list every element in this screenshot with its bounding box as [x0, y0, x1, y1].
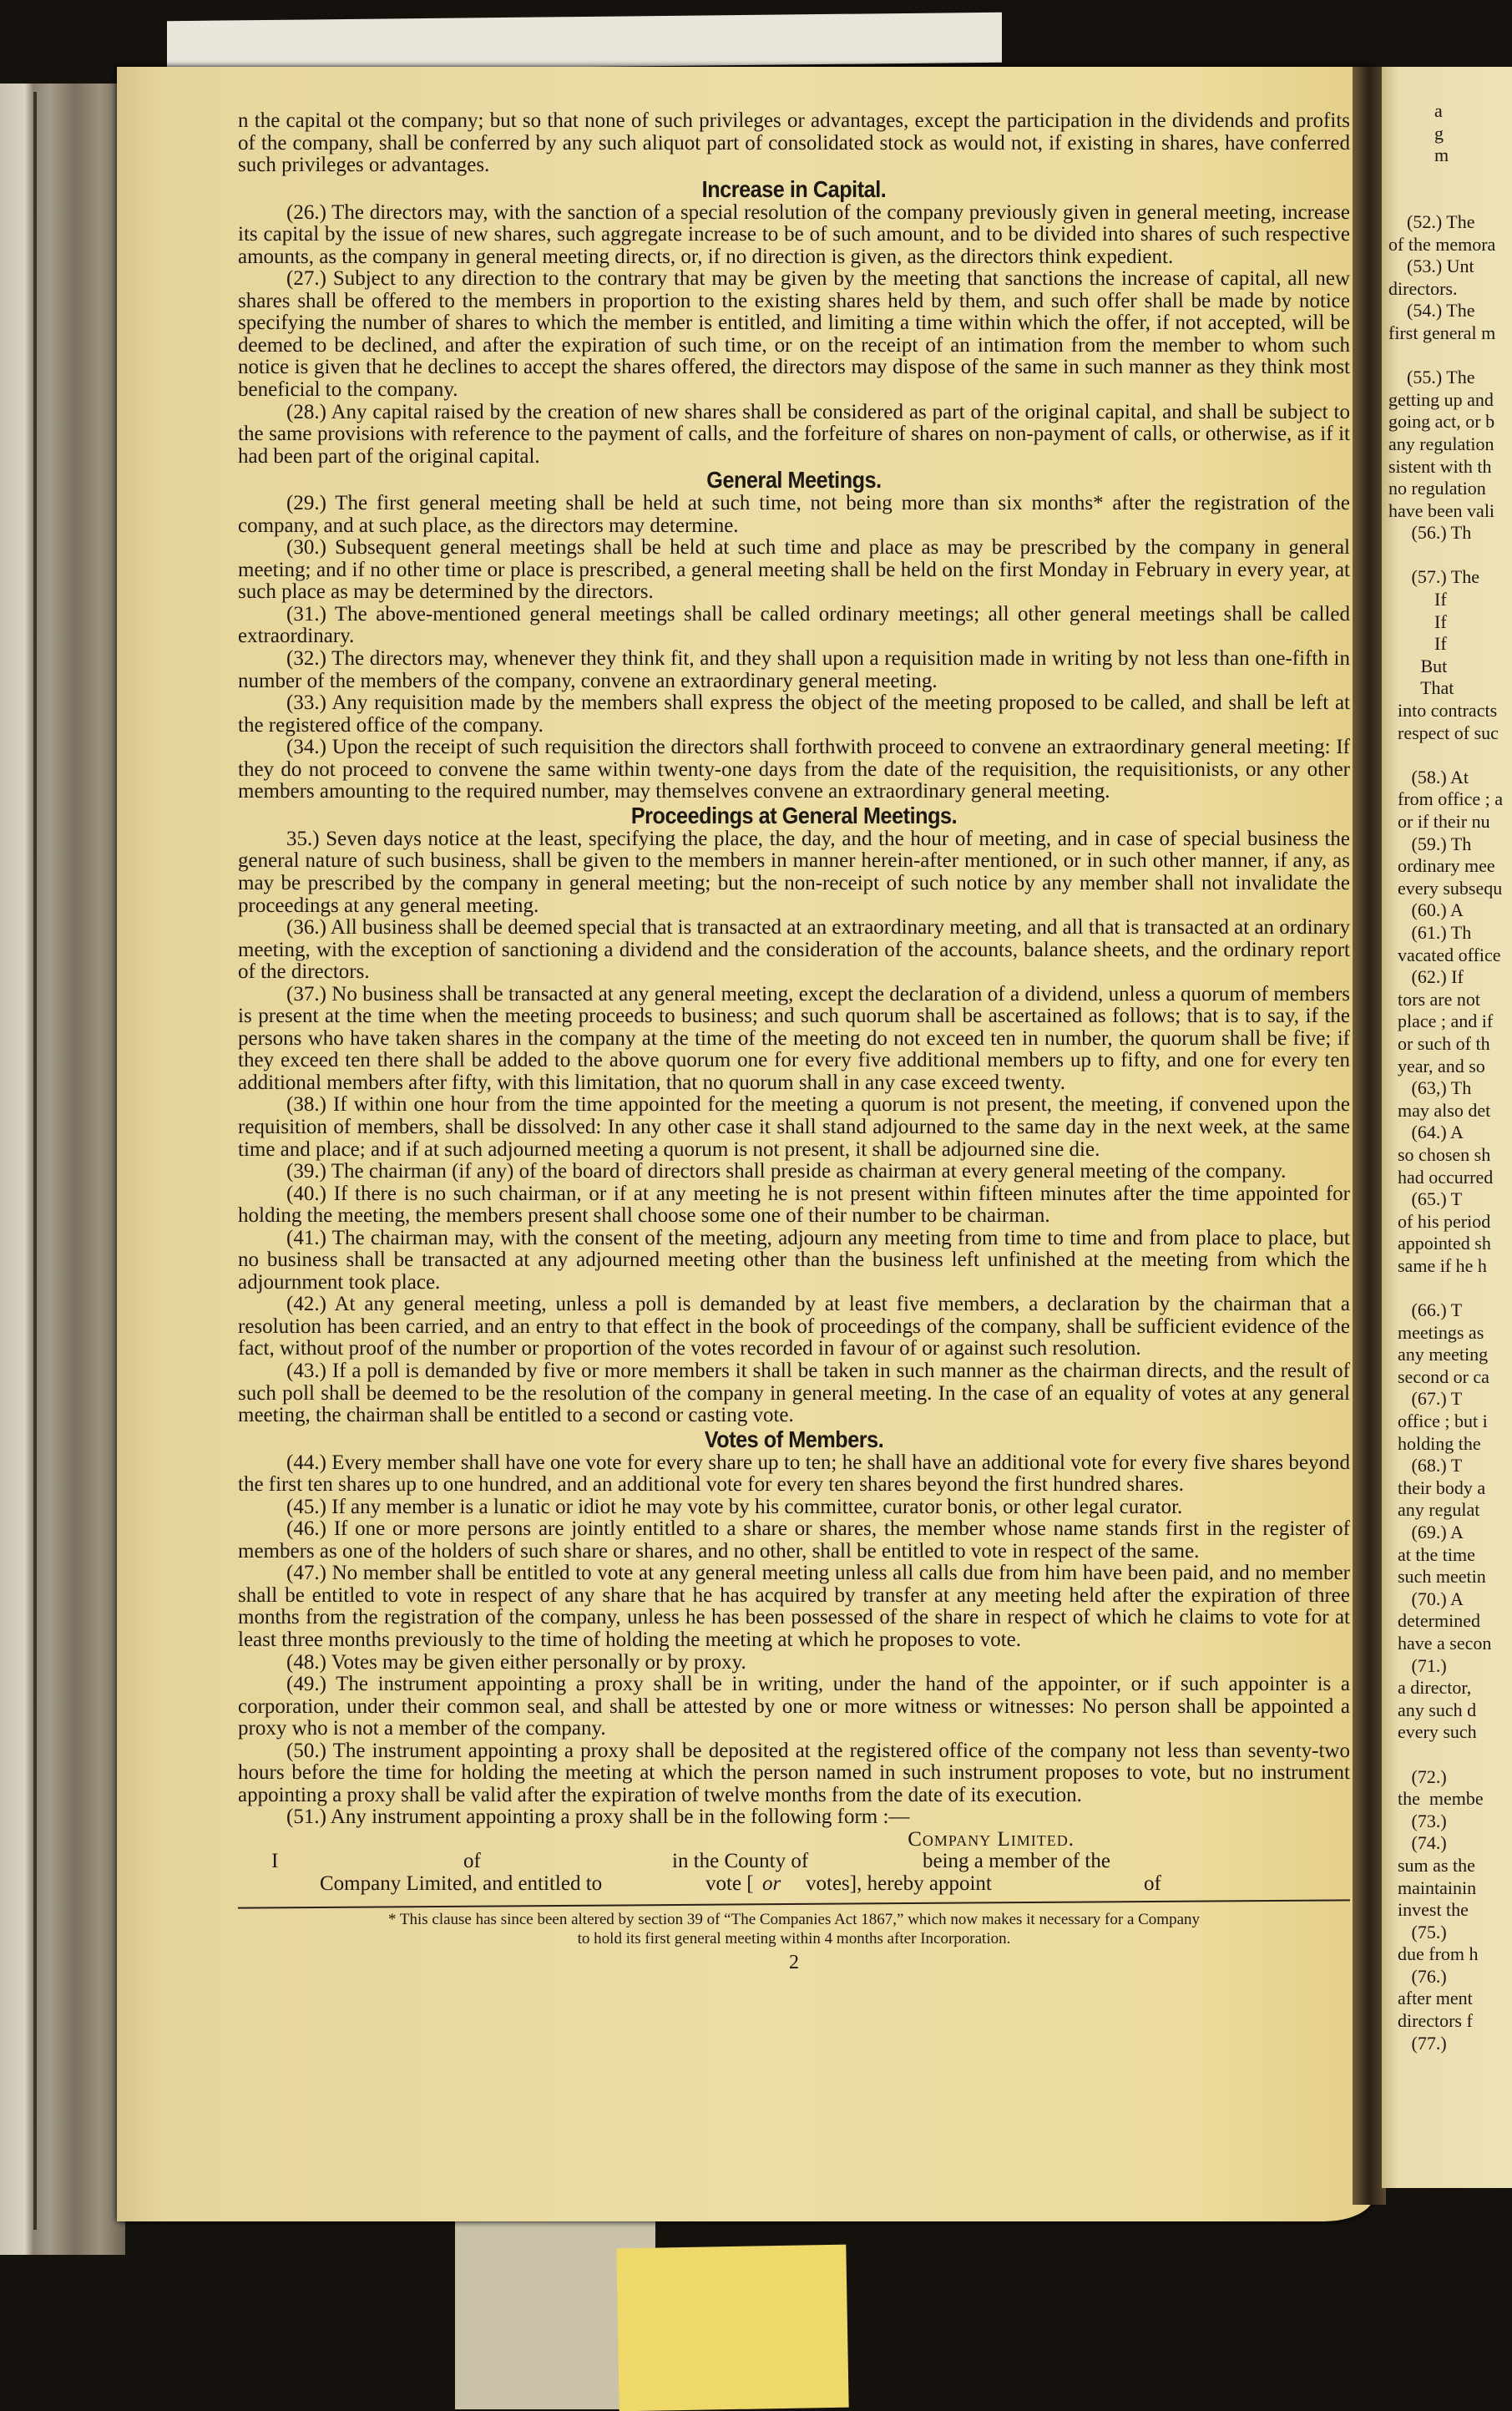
right-page-line: office ; but i	[1388, 1411, 1488, 1432]
article-paragraph: (36.) All business shall be deemed special that is transacted at an extraordinary meeting, and all that is transacted at an ordinary meeting, with the exception of sanctioning a dividend and the consideration of the accounts, balance sheets, and the ordinary report of the directors.	[238, 916, 1350, 984]
form-text: votes], hereby appoint	[806, 1872, 992, 1895]
article-paragraph: (29.) The first general meeting shall be held at such time, not being more than six months* after the registration of the company, and at such place, as the directors may determine.	[238, 492, 1350, 537]
article-paragraph: (33.) Any requisition made by the members shall express the object of the meeting proposed to be called, and shall be left at the registered office of the company.	[238, 691, 1350, 737]
right-page-line: year, and so	[1388, 1055, 1485, 1076]
article-paragraph: (51.) Any instrument appointing a proxy shall be in the following form :—	[286, 1806, 910, 1829]
right-page-line: no regulation	[1388, 478, 1486, 499]
right-page-line: If	[1388, 633, 1447, 655]
right-page-line: their body a	[1388, 1476, 1486, 1498]
right-page-line: first general m	[1388, 322, 1496, 343]
right-page-line	[1388, 167, 1503, 190]
footnote-rule	[238, 1900, 1350, 1909]
right-page-line: (52.) The	[1388, 210, 1475, 232]
right-page-line: such meetin	[1388, 1566, 1486, 1588]
article-paragraph: (39.) The chairman (if any) of the board of directors shall preside as chairman at every general meeting of the company.	[286, 1160, 1287, 1183]
right-page-line: maintainin	[1388, 1877, 1477, 1898]
right-page-line: (68.) T	[1388, 1455, 1463, 1476]
article-paragraph: (31.) The above-mentioned general meetings shall be called ordinary meetings; all other general meetings shall be called extraordinary.	[238, 602, 1350, 648]
article-paragraph: (43.) If a poll is demanded by five or more members it shall be taken in such manner as the chairman directs, and the result of such poll shall be deemed to be the resolution of the company in general meeting. In the case of an equality of votes at any general meeting, the chairman shall be entitled to a second or casting vote.	[238, 1359, 1350, 1427]
right-page-line: or such of th	[1388, 1032, 1490, 1054]
right-page-line: directors.	[1388, 277, 1458, 299]
article-paragraph: n the capital ot the company; but so that none of such privileges or advantages, except the participation in the dividends and profits of the company, shall be conferred by any such aliquot part of consolidated stock as would not, if existing in shares, have conferred such privileges or advantages.	[238, 109, 1350, 177]
right-page-line: any such d	[1388, 1699, 1477, 1720]
right-page-line: respect of suc	[1388, 722, 1499, 743]
right-page-line: or if their nu	[1388, 811, 1490, 832]
right-page-line: the membe	[1388, 1788, 1484, 1810]
right-page-line: But	[1388, 655, 1448, 676]
right-page-line: (65.) T	[1388, 1188, 1463, 1210]
form-text: of	[1144, 1872, 1161, 1895]
article-paragraph: (44.) Every member shall have one vote for every share up to ten; he shall have an additional vote for every five shares beyond the first ten shares up to one hundred, and an additional vote for every ten shares beyond the first hundred shares.	[238, 1451, 1350, 1497]
right-page-line: (72.)	[1388, 1765, 1447, 1787]
form-text: in the County of	[672, 1850, 809, 1873]
top-sheet-edge	[167, 13, 1002, 71]
right-page-line: from office ; a	[1388, 788, 1504, 810]
right-page-line: so chosen sh	[1388, 1143, 1491, 1165]
section-heading: General Meetings.	[706, 467, 882, 494]
right-page-line: (69.) A	[1388, 1522, 1464, 1542]
right-page-line: (75.)	[1388, 1921, 1447, 1942]
articles	[238, 110, 1350, 1829]
right-page-line: appointed sh	[1388, 1233, 1491, 1254]
right-page-line: (54.) The	[1388, 300, 1475, 322]
right-page-line: vacated office	[1388, 944, 1501, 965]
right-page-line: ordinary mee	[1388, 855, 1495, 877]
right-page-line: at the time	[1388, 1543, 1475, 1565]
form-text: being a member of the	[923, 1850, 1110, 1873]
form-text: vote [	[705, 1872, 754, 1895]
right-page-line: (63,) Th	[1388, 1077, 1472, 1099]
right-page-line: directors f	[1388, 2010, 1473, 2032]
binding-edge	[33, 92, 37, 2230]
article-paragraph: (26.) The directors may, with the sanction of a special resolution of the company previously given in general meeting, increase its capital by the issue of new shares, such aggregate increase to be of such amount, and to be divided into shares of such respective amounts, as the company in general meeting directs, or, if no direction is given, as the directors think expedient.	[238, 200, 1350, 268]
article-paragraph: (45.) If any member is a lunatic or idiot he may vote by his committee, curator bonis, or other legal curator.	[286, 1495, 1183, 1518]
article-paragraph: (42.) At any general meeting, unless a poll is demanded by at least five members, a declaration by the chairman that a resolution has been carried, and an entry to that effect in the book of proceedings of the company, shall be sufficient evidence of the fact, without proof of the number or proportion of the votes recorded in favour of or against such resolution.	[238, 1293, 1350, 1360]
right-page-line: (76.)	[1388, 1965, 1447, 1987]
article-paragraph: (47.) No member shall be entitled to vote at any general meeting unless all calls due from him have been paid, and no member shall be entitled to vote in respect of any share that he has acquired by transfer at any meeting held after the expiration of three months from the registration of the company, unless he has been possessed of the share in respect of which he claims to vote for at least three months previously to the time of holding the meeting at which he proposes to vote.	[238, 1562, 1350, 1651]
right-page-text	[1388, 100, 1503, 2054]
right-page-line	[1388, 1744, 1503, 1766]
right-page-line: (74.)	[1388, 1832, 1447, 1854]
right-page-line: sistent with th	[1388, 455, 1492, 477]
right-page-line: (53.) Unt	[1388, 256, 1474, 277]
yellow-bookmark-tab	[616, 2245, 848, 2411]
right-page-line: have been vali	[1388, 499, 1495, 521]
right-page-line	[1388, 189, 1503, 211]
right-page-line: (59.) Th	[1388, 833, 1472, 854]
right-page-line: every subsequ	[1388, 877, 1503, 899]
right-page-line: (56.) Th	[1388, 522, 1472, 544]
article-paragraph: (49.) The instrument appointing a proxy shall be in writing, under the hand of the appointer, or if such appointer is a corporation, under their common seal, and shall be attested by one or more witness or witnesses: No person shall be appointed a proxy who is not a member of the company.	[238, 1673, 1350, 1740]
right-page-line: a director,	[1388, 1677, 1472, 1699]
right-page-line: (62.) If	[1388, 966, 1464, 988]
right-page-line	[1388, 345, 1503, 367]
right-page-line: (73.)	[1388, 1810, 1447, 1831]
right-page-line: (57.) The	[1388, 566, 1479, 588]
proxy-form-title: Company Limited.	[908, 1827, 1075, 1851]
section-heading: Proceedings at General Meetings.	[630, 802, 958, 828]
section-heading: Increase in Capital.	[701, 175, 887, 202]
right-page-line: m	[1388, 144, 1449, 166]
right-page-line: (71.)	[1388, 1654, 1447, 1676]
right-page-line	[1388, 744, 1503, 767]
article-paragraph: (41.) The chairman may, with the consent of the meeting, adjourn any meeting from time to time and from place to place, but no business shall be transacted at any adjourned meeting other than the business left unfinished at the meeting from which the adjournment took place.	[238, 1226, 1350, 1294]
article-paragraph: (27.) Subject to any direction to the contrary that may be given by the meeting that sanctions the increase of capital, all new shares shall be offered to the members in proportion to the existing shares held by them, and such offer shall be made by notice specifying the number of shares to which the member is entitled, and limiting a time within which the offer, if not accepted, will be deemed to be declined, and after the expiration of such time, or on the receipt of an intimation from the member to whom such notice is given that he declines to accept the shares offered, the directors may dispose of the same in such manner as they think most beneficial to the company.	[238, 267, 1350, 402]
right-page-line: a	[1388, 100, 1443, 121]
right-page	[1382, 67, 1512, 2188]
right-page-line: (55.) The	[1388, 367, 1475, 388]
right-page-line: (60.) A	[1388, 899, 1464, 921]
right-page-line: (67.) T	[1388, 1388, 1463, 1410]
right-page-line: into contracts	[1388, 700, 1498, 722]
article-paragraph: (38.) If within one hour from the time appointed for the meeting a quorum is not present, the meeting, if convened upon the requisition of members, shall be dissolved: In any other case it shall stand adjourned to the same day in the next week, at the same time and place; and if at such adjourned meeting a quorum is not present, it shall be adjourned sine die.	[238, 1093, 1350, 1161]
right-page-line: That	[1388, 677, 1454, 699]
proxy-form-line-2	[238, 1873, 1350, 1896]
right-page-line: (70.) A	[1388, 1588, 1464, 1609]
article-paragraph: (50.) The instrument appointing a proxy shall be deposited at the registered office of the company not less than seventy-two hours before the time for holding the meeting at which the person named in such instrument proposes to vote, but no instrument appointing a proxy shall be valid after the expiration of twelve months from the date of its execution.	[238, 1739, 1350, 1806]
form-text: of	[463, 1850, 481, 1873]
right-page-line: (77.)	[1388, 2032, 1447, 2054]
right-page-line: any regulat	[1388, 1499, 1480, 1521]
right-page-line: invest the	[1388, 1899, 1469, 1921]
right-page-line: may also det	[1388, 1099, 1491, 1121]
right-page-line: determined	[1388, 1610, 1480, 1632]
right-page-line: every such	[1388, 1721, 1477, 1743]
form-text: or	[762, 1872, 781, 1895]
footnote-line-2: to hold its first general meeting within 4 months after Incorporation.	[577, 1930, 1011, 1948]
book-gutter	[1353, 67, 1386, 2205]
article-paragraph: (46.) If one or more persons are jointly entitled to a share or shares, the member whose name stands first in the register of members as one of the holders of such share or shares, and no other, shall be entitled to vote in respect of the same.	[238, 1517, 1350, 1563]
article-paragraph: (37.) No business shall be transacted at any general meeting, except the declaration of a dividend, unless a quorum of members is present at the time when the meeting proceeds to business; and such quorum shall be ascertained as follows; that is to say, if the persons who have taken shares in the company at the time of the meeting do not exceed ten in number, the quorum shall be five; if they exceed ten there shall be added to the above quorum one for every five additional members up to fifty, and one for every ten additional members after fifty, with this limitation, that no quorum shall in any case exceed twenty.	[238, 982, 1350, 1094]
right-page-line: of the memora	[1388, 233, 1496, 255]
right-page-line: of his period	[1388, 1210, 1491, 1232]
right-page-line: If	[1388, 589, 1447, 610]
right-page-line: g	[1388, 122, 1444, 144]
right-page-line: holding the	[1388, 1432, 1481, 1454]
proxy-form-line-1	[238, 1851, 1350, 1873]
book-binding	[0, 84, 125, 2255]
right-page-line: meetings as	[1388, 1321, 1484, 1343]
right-page-line: any meeting	[1388, 1344, 1489, 1365]
article-paragraph: 35.) Seven days notice at the least, specifying the place, the day, and the hour of meeting, and in case of special business the general nature of such business, shall be given to the members in manner herein-after mentioned, or in such other manner, if any, as may be prescribed by the company in general meeting; but the non-receipt of such notice by any member shall not invalidate the proceedings at any general meeting.	[238, 827, 1350, 917]
article-paragraph: (32.) The directors may, whenever they think fit, and they shall upon a requisition made in writing by not less than one-fifth in number of the members of the company, convene an extraordinary general meeting.	[238, 647, 1350, 692]
page-text	[238, 110, 1350, 1974]
article-paragraph: (48.) Votes may be given either personally or by proxy.	[286, 1650, 746, 1674]
right-page-line: second or ca	[1388, 1365, 1489, 1387]
right-page-line: sum as the	[1388, 1854, 1475, 1876]
form-text: I	[271, 1850, 279, 1873]
right-page-line: (66.) T	[1388, 1299, 1463, 1321]
right-page-line: due from h	[1388, 1943, 1479, 1965]
right-page-line: (64.) A	[1388, 1122, 1464, 1143]
right-page-line: (61.) Th	[1388, 921, 1472, 943]
footnote-line-1: * This clause has since been altered by section 39 of “The Companies Act 1867,” which now makes it necessary for a Company	[387, 1911, 1201, 1929]
right-page-line	[1388, 1277, 1503, 1299]
right-page-line: same if he h	[1388, 1254, 1487, 1276]
section-heading: Votes of Members.	[704, 1426, 884, 1452]
right-page-line: had occurred	[1388, 1166, 1494, 1188]
right-page-line	[1388, 545, 1503, 567]
right-page-line: going act, or b	[1388, 411, 1495, 433]
right-page-line: place ; and if	[1388, 1010, 1494, 1032]
right-page-line: (58.) At	[1388, 766, 1469, 788]
article-paragraph: (40.) If there is no such chairman, or if at any meeting he is not present within fifteen minutes after the time appointed for holding the meeting, the members present shall choose some one of their number to be chairman.	[238, 1182, 1350, 1228]
article-paragraph: (34.) Upon the receipt of such requisition the directors shall forthwith proceed to convene an extraordinary general meeting: If they do not proceed to convene the same within twenty-one days from the date of the requisition, the requisitionists, or any other members amounting to the required number, may themselves convene an extraordinary general meeting.	[238, 736, 1350, 803]
right-page-line: have a secon	[1388, 1632, 1492, 1654]
right-page-line: getting up and	[1388, 388, 1494, 410]
page-number: 2	[789, 1952, 799, 1974]
right-page-line: any regulation	[1388, 433, 1494, 454]
right-page-line: after ment	[1388, 1988, 1473, 2009]
form-text: Company Limited, and entitled to	[320, 1872, 603, 1895]
article-paragraph: (30.) Subsequent general meetings shall be held at such time and place as may be prescribed by the company in general meeting; and if no other time or place is prescribed, a general meeting shall be held on the first Monday in February in every year, at such place as may be determined by the directors.	[238, 536, 1350, 604]
right-page-line: tors are not	[1388, 988, 1480, 1010]
article-paragraph: (28.) Any capital raised by the creation of new shares shall be considered as part of the original capital, and shall be subject to the same provisions with reference to the payment of calls, and the forfeiture of shares on non-payment of calls, or otherwise, as if it had been part of the original capital.	[238, 400, 1350, 468]
right-page-line: If	[1388, 610, 1447, 632]
